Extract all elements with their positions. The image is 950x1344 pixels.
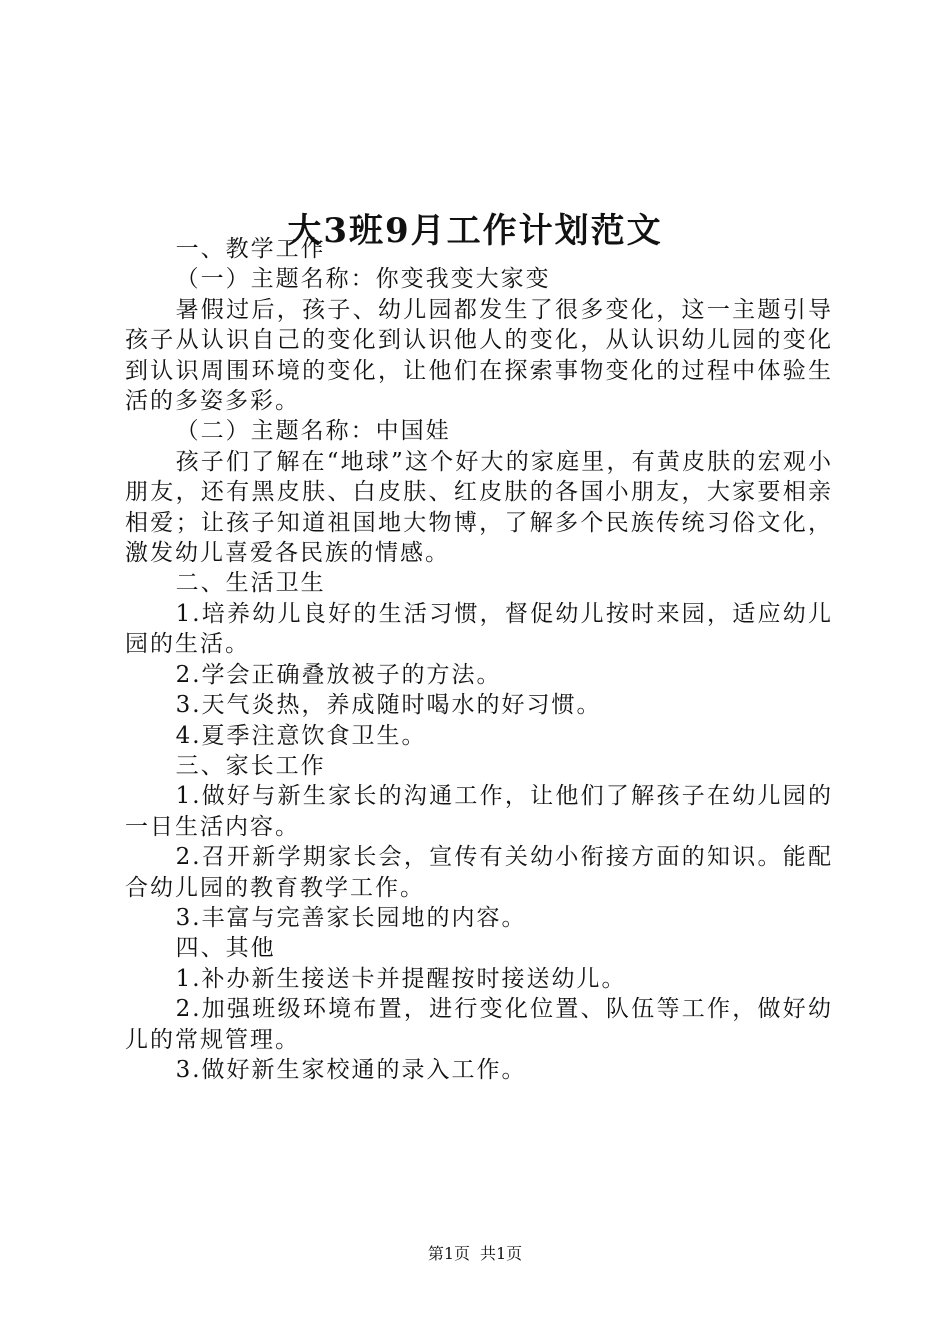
document-title: 大3班9月工作计划范文 — [287, 210, 663, 251]
paragraph-theme-2: 孩子们了解在“地球”这个好大的家庭里，有黄皮肤的宏观小朋友，还有黑皮肤、白皮肤、红皮肤的各国小朋友，大家要相亲相爱；让孩子知道祖国地大物博，了解多个民族传统习俗文化，激发幼儿喜爱各民族的情感。 — [125, 448, 833, 567]
page-footer — [0, 1242, 950, 1266]
list-item: 1.补办新生接送卡并提醒按时接送幼儿。 — [175, 965, 627, 992]
paragraph-theme-1: 暑假过后，孩子、幼儿园都发生了很多变化，这一主题引导孩子从认识自己的变化到认识他人的变化，从认识幼儿园的变化到认识周围环境的变化，让他们在探索事物变化的过程中体验生活的多姿多彩。 — [125, 296, 833, 415]
list-item: 2.学会正确叠放被子的方法。 — [175, 661, 502, 688]
section-heading-parent-work: 三、家长工作 — [175, 752, 326, 779]
list-item: 1.做好与新生家长的沟通工作，让他们了解孩子在幼儿园的一日生活内容。 — [125, 783, 833, 840]
document-body — [125, 234, 833, 1085]
list-item: 1.培养幼儿良好的生活习惯，督促幼儿按时来园，适应幼儿园的生活。 — [125, 600, 833, 658]
list-item: 3.做好新生家校通的录入工作。 — [175, 1056, 527, 1083]
list-item: 3.天气炎热，养成随时喝水的好习惯。 — [175, 692, 602, 719]
subheading-theme-1: （一）主题名称：你变我变大家变 — [175, 266, 551, 293]
list-item: 2.加强班级环境布置，进行变化位置、队伍等工作，做好幼儿的常规管理。 — [125, 996, 833, 1053]
page-number: 第1页 — [427, 1244, 470, 1263]
subheading-theme-2: （二）主题名称：中国娃 — [175, 418, 451, 445]
page-total: 共1页 — [480, 1244, 523, 1263]
section-heading-other: 四、其他 — [175, 935, 276, 962]
section-heading-teaching: 一、教学工作 — [175, 236, 326, 262]
list-item: 4.夏季注意饮食卫生。 — [175, 722, 427, 749]
section-heading-daily-hygiene: 二、生活卫生 — [175, 570, 326, 597]
list-item: 2.召开新学期家长会，宣传有关幼小衔接方面的知识。能配合幼儿园的教育教学工作。 — [125, 844, 833, 901]
list-item: 3.丰富与完善家长园地的内容。 — [175, 904, 527, 931]
